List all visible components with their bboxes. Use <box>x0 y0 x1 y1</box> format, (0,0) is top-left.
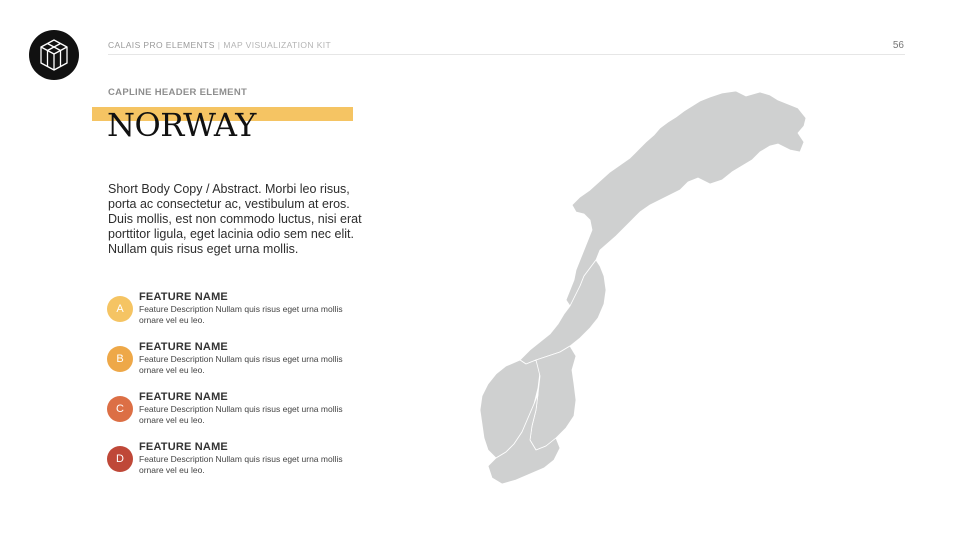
feature-item-d <box>107 441 347 481</box>
feature-description: Feature Description Nullam quis risus eget urna mollis ornare vel eu leo. <box>139 304 343 325</box>
feature-title: FEATURE NAME <box>139 441 228 453</box>
header-separator: | <box>217 40 221 50</box>
body-copy: Short Body Copy / Abstract. Morbi leo risus, porta ac consectetur ac, vestibulum at eros. Duis mollis, est non commodo luctus, nisi erat porttitor ligula, eget lacinia odio sem nec elit. Nullam quis risus eget urna mollis. <box>108 182 362 256</box>
feature-item-b <box>107 341 347 381</box>
feature-title: FEATURE NAME <box>139 341 228 353</box>
brand-name: CALAIS PRO ELEMENTS <box>108 40 215 50</box>
page-title: NORWAY <box>107 106 256 144</box>
feature-description: Feature Description Nullam quis risus eget urna mollis ornare vel eu leo. <box>139 354 343 375</box>
feature-badge: C <box>107 396 133 422</box>
cube-logo-icon <box>39 38 69 72</box>
feature-title: FEATURE NAME <box>139 291 228 303</box>
feature-item-a <box>107 291 347 331</box>
page-number: 56 <box>892 40 904 51</box>
feature-description: Feature Description Nullam quis risus eget urna mollis ornare vel eu leo. <box>139 454 343 475</box>
feature-badge: A <box>107 296 133 322</box>
feature-badge: B <box>107 346 133 372</box>
header-bar <box>108 40 905 55</box>
logo <box>29 30 79 80</box>
capline-header: CAPLINE HEADER ELEMENT <box>108 87 248 98</box>
feature-description: Feature Description Nullam quis risus eget urna mollis ornare vel eu leo. <box>139 404 343 425</box>
norway-map <box>470 88 815 488</box>
feature-item-c <box>107 391 347 431</box>
feature-badge: D <box>107 446 133 472</box>
kit-name: MAP VISUALIZATION KIT <box>223 40 332 50</box>
norway-middle-region <box>520 260 606 364</box>
feature-title: FEATURE NAME <box>139 391 228 403</box>
